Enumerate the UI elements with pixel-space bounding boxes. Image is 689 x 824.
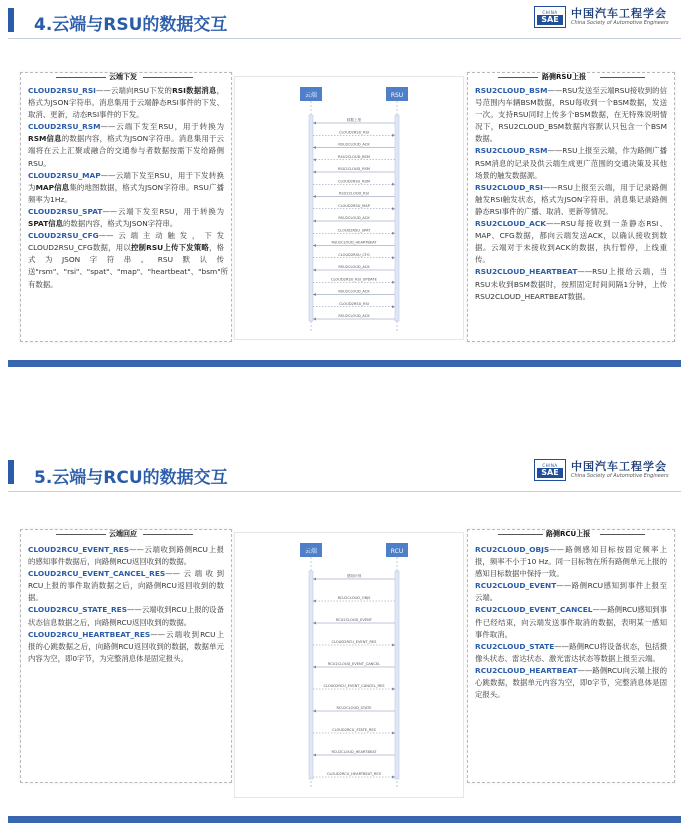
left-panel	[20, 529, 232, 783]
entry-text: ——云端主动触发，下发CLOUD2RSU_CFG数据，用以	[28, 231, 224, 253]
entry-cloud2rsu-rsm	[28, 121, 224, 169]
entry-text: RSI数据消息	[172, 86, 217, 95]
section-bottom-bar	[8, 816, 681, 823]
entry-rcu2cloud-event	[475, 580, 667, 604]
entry-text: ——云端下发至RSU，用于转换为	[100, 122, 224, 132]
message-label: CLOUD2RSU_MAP	[338, 203, 370, 208]
panel-body	[28, 544, 224, 665]
logo-en: China Society of Automotive Engineers	[571, 473, 669, 479]
arrow-head-icon	[392, 207, 395, 210]
activation-bar	[395, 571, 399, 779]
arrow-head-icon	[392, 688, 395, 691]
entry-key: RCU2CLOUD_EVENT	[475, 581, 557, 591]
right-panel	[467, 72, 675, 342]
arrow-head-icon	[313, 754, 316, 757]
sequence-diagram	[234, 76, 464, 340]
entry-rsu2cloud-rsi	[475, 182, 667, 218]
section-rsu	[0, 0, 689, 370]
message-label: CLOUD2RCU_HEARTBEAT_RES	[327, 772, 381, 776]
entry-rcu2cloud-state	[475, 641, 667, 665]
message-label: CLOUD2RSU_RSI	[339, 301, 369, 306]
entry-key: RCU2CLOUD_HEARTBEAT	[475, 665, 578, 675]
entry-rcu2cloud-objs	[475, 544, 667, 580]
message-label: CLOUD2RSU_RSI	[339, 130, 369, 135]
entry-text: SPAT信息	[28, 219, 64, 229]
arrow-head-icon	[313, 171, 316, 174]
entry-cloud2rsu-spat	[28, 206, 224, 230]
entry-key: RSU2CLOUD_RSI	[475, 182, 543, 192]
entry-cloud2rcu-heartbeat-res	[28, 629, 224, 665]
entry-text: ——路侧RCU感知到事件上报至云端。	[475, 581, 667, 603]
entry-text: 集的地图数据，格式为JSON字符串。RSU广播频率为1Hz。	[28, 182, 224, 204]
arrow-head-icon	[313, 158, 316, 161]
entry-text: ——RSU上报至云端，作为路侧广播RSM消息的记录及供云端生成更广范围的交通决策及其他场景的触发数据源。	[475, 146, 667, 180]
arrow-head-icon	[392, 776, 395, 779]
message-label: RSU2CLOUD_ACK	[338, 314, 370, 318]
entry-text: ，格式为JSON字符串。RSU默认传送"rsm"、"rsi"、"spat"、"map"、"heartbeat"、"bsm"所有数据。	[28, 243, 229, 289]
actor-label: 云端	[304, 92, 318, 99]
entry-key: RCU2CLOUD_OBJS	[475, 545, 550, 554]
arrow-head-icon	[313, 146, 316, 149]
entry-text: RSM信息	[28, 134, 62, 144]
message-label: 感知识别	[346, 574, 362, 578]
arrow-head-icon	[313, 220, 316, 223]
divider	[8, 491, 681, 492]
entry-text: 控制RSU上传下发策略	[130, 243, 209, 253]
panel-heading: 云端下发	[109, 73, 137, 81]
entry-text: 的数据内容，格式为JSON字符串。	[63, 219, 178, 229]
activation-bar	[309, 571, 313, 779]
entry-text: ——RSU每接收到一条静态RSI、MAP、CFG数据，都向云端发送ACK，以确认接收到数据。云端对于未接收到ACK的数据，执行暂停，上线重传。	[475, 219, 667, 265]
title-accent-bar	[8, 460, 14, 484]
message-label: RSU2CLOUD_RSI	[339, 191, 369, 196]
arrow-head-icon	[313, 600, 316, 603]
arrow-head-icon	[313, 318, 316, 321]
entry-text: ——路侧RCU感知到事件已经结束，向云端发送事件取消的数据，表明某一感知事件取消。	[475, 605, 667, 639]
arrow-head-icon	[313, 666, 316, 669]
sequence-diagram-svg	[235, 77, 463, 339]
entry-text: ——路侧RCU将设备状态，包括摄像头状态、雷达状态、激光雷达状态等数据上报至云端。	[475, 641, 667, 663]
entry-text: ——云端收到RCU上报的事件取消数据之后，向路侧RCU返回收到的数据。	[28, 569, 224, 603]
arrow-head-icon	[313, 122, 316, 125]
entry-text: ——云端收到RCU上报的心跳数据之后，向路侧RCU返回收到的数据，数据单元内容为空，即0字节，为完整消息体是固定报头。	[28, 629, 224, 663]
sequence-diagram	[234, 532, 464, 798]
entry-text: ——云端向RSU下发的	[95, 86, 173, 95]
arrow-head-icon	[313, 293, 316, 296]
entry-text: MAP信息	[35, 182, 70, 192]
entry-text: ——云端收到RCU上报的设备状态信息数据之后，向路侧RCU返回收到的数据。	[28, 605, 224, 627]
panel-body	[475, 544, 667, 701]
message-label: RSU2CLOUD_BSM	[338, 154, 370, 159]
entry-key: CLOUD2RCU_STATE_RES	[28, 605, 128, 615]
panel-body	[28, 85, 229, 291]
entry-text: ——RSU上报给云端，当RSU未收到BSM数据时，按照固定时间间隔1分钟，上传RSU2CLOUD_HEARTBEAT数据。	[475, 267, 667, 301]
section-title: 5.云端与RCU的数据交互	[34, 468, 228, 488]
panel-heading: 路侧RSU上报	[542, 73, 587, 81]
entry-key: CLOUD2RCU_EVENT_CANCEL_RES	[28, 569, 166, 579]
arrow-head-icon	[392, 232, 395, 235]
arrow-head-icon	[392, 134, 395, 137]
panel-heading: 路侧RCU上报	[546, 530, 591, 538]
entry-key: RSU2CLOUD_RSM	[475, 146, 548, 156]
entry-text: ——云端收到路侧RCU上报的感知事件数据后，向路侧RCU返回收到的数据。	[28, 545, 224, 567]
panel-heading: 云端回应	[109, 530, 137, 538]
entry-text: 的数据内容，格式为JSON字符串。消息集用于云端将在云上汇聚或融合的交通参与者数据按需下发给路侧RSU。	[28, 134, 224, 168]
entry-key: RSU2CLOUD_ACK	[475, 219, 547, 229]
entry-key: CLOUD2RSU_RSI	[28, 86, 96, 95]
entry-key: RCU2CLOUD_EVENT_CANCEL	[475, 605, 593, 615]
message-label: CLOUD2RCU_EVENT_CANCEL_RES	[323, 684, 385, 688]
message-label: RSU2CLOUD_HEARTBEAT	[331, 240, 377, 245]
entry-key: RCU2CLOUD_STATE	[475, 641, 555, 651]
logo-cn: 中国汽车工程学会	[571, 7, 667, 20]
actor-label: RSU	[390, 92, 404, 99]
arrow-head-icon	[392, 256, 395, 259]
section-bottom-bar	[8, 360, 681, 367]
logo-csae	[534, 6, 669, 28]
arrow-head-icon	[392, 305, 395, 308]
entry-cloud2rsu-map	[28, 170, 224, 206]
entry-rcu2cloud-heartbeat	[475, 665, 667, 701]
entry-cloud2rsu-rsi	[28, 85, 224, 121]
logo-cn: 中国汽车工程学会	[571, 460, 667, 473]
entry-key: CLOUD2RSU_MAP	[28, 170, 101, 180]
message-label: RSU2CLOUD_ACK	[338, 265, 370, 269]
section-rcu	[0, 450, 689, 824]
message-label: CLOUD2RSU_SPAT	[337, 228, 371, 233]
actor-label: 云端	[304, 548, 318, 555]
entry-text: ——云端下发至RSU，用于转换为	[102, 206, 224, 216]
message-label: RCU2CLOUD_EVENT	[335, 618, 373, 622]
entry-key: RSU2CLOUD_HEARTBEAT	[475, 267, 578, 277]
message-label: 数据上报	[346, 118, 362, 122]
arrow-head-icon	[313, 269, 316, 272]
entry-cloud2rcu-event-cancel-res	[28, 568, 224, 604]
message-label: RSU2CLOUD_ACK	[338, 289, 370, 294]
message-label: CLOUD2RCU_STATE_RES	[332, 728, 376, 732]
logo-csae	[534, 459, 669, 481]
activation-bar	[395, 115, 399, 321]
left-panel	[20, 72, 232, 342]
section-title: 4.云端与RSU的数据交互	[34, 15, 228, 35]
arrow-head-icon	[313, 622, 316, 625]
message-label: CLOUD2RSU_RSI_UPDATE	[331, 277, 377, 282]
activation-bar	[309, 115, 313, 321]
divider	[8, 38, 681, 39]
entry-cloud2rcu-event-res	[28, 544, 224, 568]
entry-text: ——云端下发至RSU，用于下发转换为	[28, 170, 224, 192]
arrow-head-icon	[313, 244, 316, 247]
message-label: RCU2CLOUD_STATE	[336, 706, 372, 710]
message-label: RCU2CLOUD_OBJS	[337, 596, 371, 600]
right-panel	[467, 529, 675, 783]
entry-text: ——路侧感知目标按固定频率上报，频率不小于10 Hz。同一目标物在所有路侧单元上报的感知目标数据中保持一致。	[475, 545, 667, 579]
sequence-diagram-svg	[235, 533, 463, 797]
message-label: RSU2CLOUD_RSM	[338, 167, 370, 171]
message-label: RCU2CLOUD_HEARTBEAT	[331, 750, 377, 754]
message-label: RSU2CLOUD_ACK	[338, 142, 370, 147]
message-label: RSU2CLOUD_ACK	[338, 216, 370, 220]
title-accent-bar	[8, 8, 14, 32]
entry-text: ——RSU发送至云端RSU接收到的信号范围内车辆BSM数据，RSU每收到一个BSM数据，发送一次。支持RSU同时上传多个BSM数据，在无特殊说明情况下，RSU2CLOUD_BSM数据内容默认只包含一个BSM数据。	[475, 86, 667, 144]
entry-key: CLOUD2RCU_EVENT_RES	[28, 545, 130, 554]
message-label: RCU2CLOUD_EVENT_CANCEL	[327, 662, 381, 666]
arrow-head-icon	[313, 195, 316, 198]
logo-en: China Society of Automotive Engineers	[571, 20, 669, 26]
arrow-head-icon	[392, 183, 395, 186]
entry-key: RSU2CLOUD_BSM	[475, 86, 548, 95]
entry-rcu2cloud-event-cancel	[475, 604, 667, 640]
entry-cloud2rsu-cfg	[28, 230, 229, 290]
entry-rsu2cloud-bsm	[475, 85, 667, 145]
arrow-head-icon	[313, 710, 316, 713]
csae-badge-icon: CHINA SAE	[534, 459, 566, 481]
entry-text: ——RSU上报至云端，用于记录路侧触发RSI触发状态，格式为JSON字符串。消息集记录路侧静态RSI事件的广播、取消、更新等情况。	[475, 182, 667, 216]
message-label: CLOUD2RCU_EVENT_RES	[331, 640, 377, 644]
entry-text: ——路侧RCU向云端上报的心跳数据，数据单元内容为空，即0字节，完整消息体是固定报头。	[475, 665, 667, 700]
message-label: CLOUD2RSU_CFG	[338, 252, 370, 257]
entry-text: ，格式为JSON字符串。消息集用于云端静态RSI事件的下发、取消、更新，动态RSI事件的下发。	[28, 86, 224, 120]
entry-key: CLOUD2RCU_HEARTBEAT_RES	[28, 629, 151, 639]
arrow-head-icon	[392, 281, 395, 284]
entry-key: CLOUD2RSU_RSM	[28, 122, 101, 132]
entry-rsu2cloud-ack	[475, 218, 667, 266]
csae-badge-icon: CHINA SAE	[534, 6, 566, 28]
message-label: CLOUD2RSU_RSM	[338, 179, 370, 184]
panel-body	[475, 85, 667, 303]
actor-label: RCU	[390, 548, 404, 555]
entry-rsu2cloud-rsm	[475, 145, 667, 181]
arrow-head-icon	[392, 732, 395, 735]
arrow-head-icon	[313, 578, 316, 581]
entry-rsu2cloud-heartbeat	[475, 266, 667, 302]
entry-cloud2rcu-state-res	[28, 604, 224, 628]
arrow-head-icon	[392, 644, 395, 647]
entry-key: CLOUD2RSU_CFG	[28, 231, 99, 241]
entry-key: CLOUD2RSU_SPAT	[28, 206, 103, 216]
